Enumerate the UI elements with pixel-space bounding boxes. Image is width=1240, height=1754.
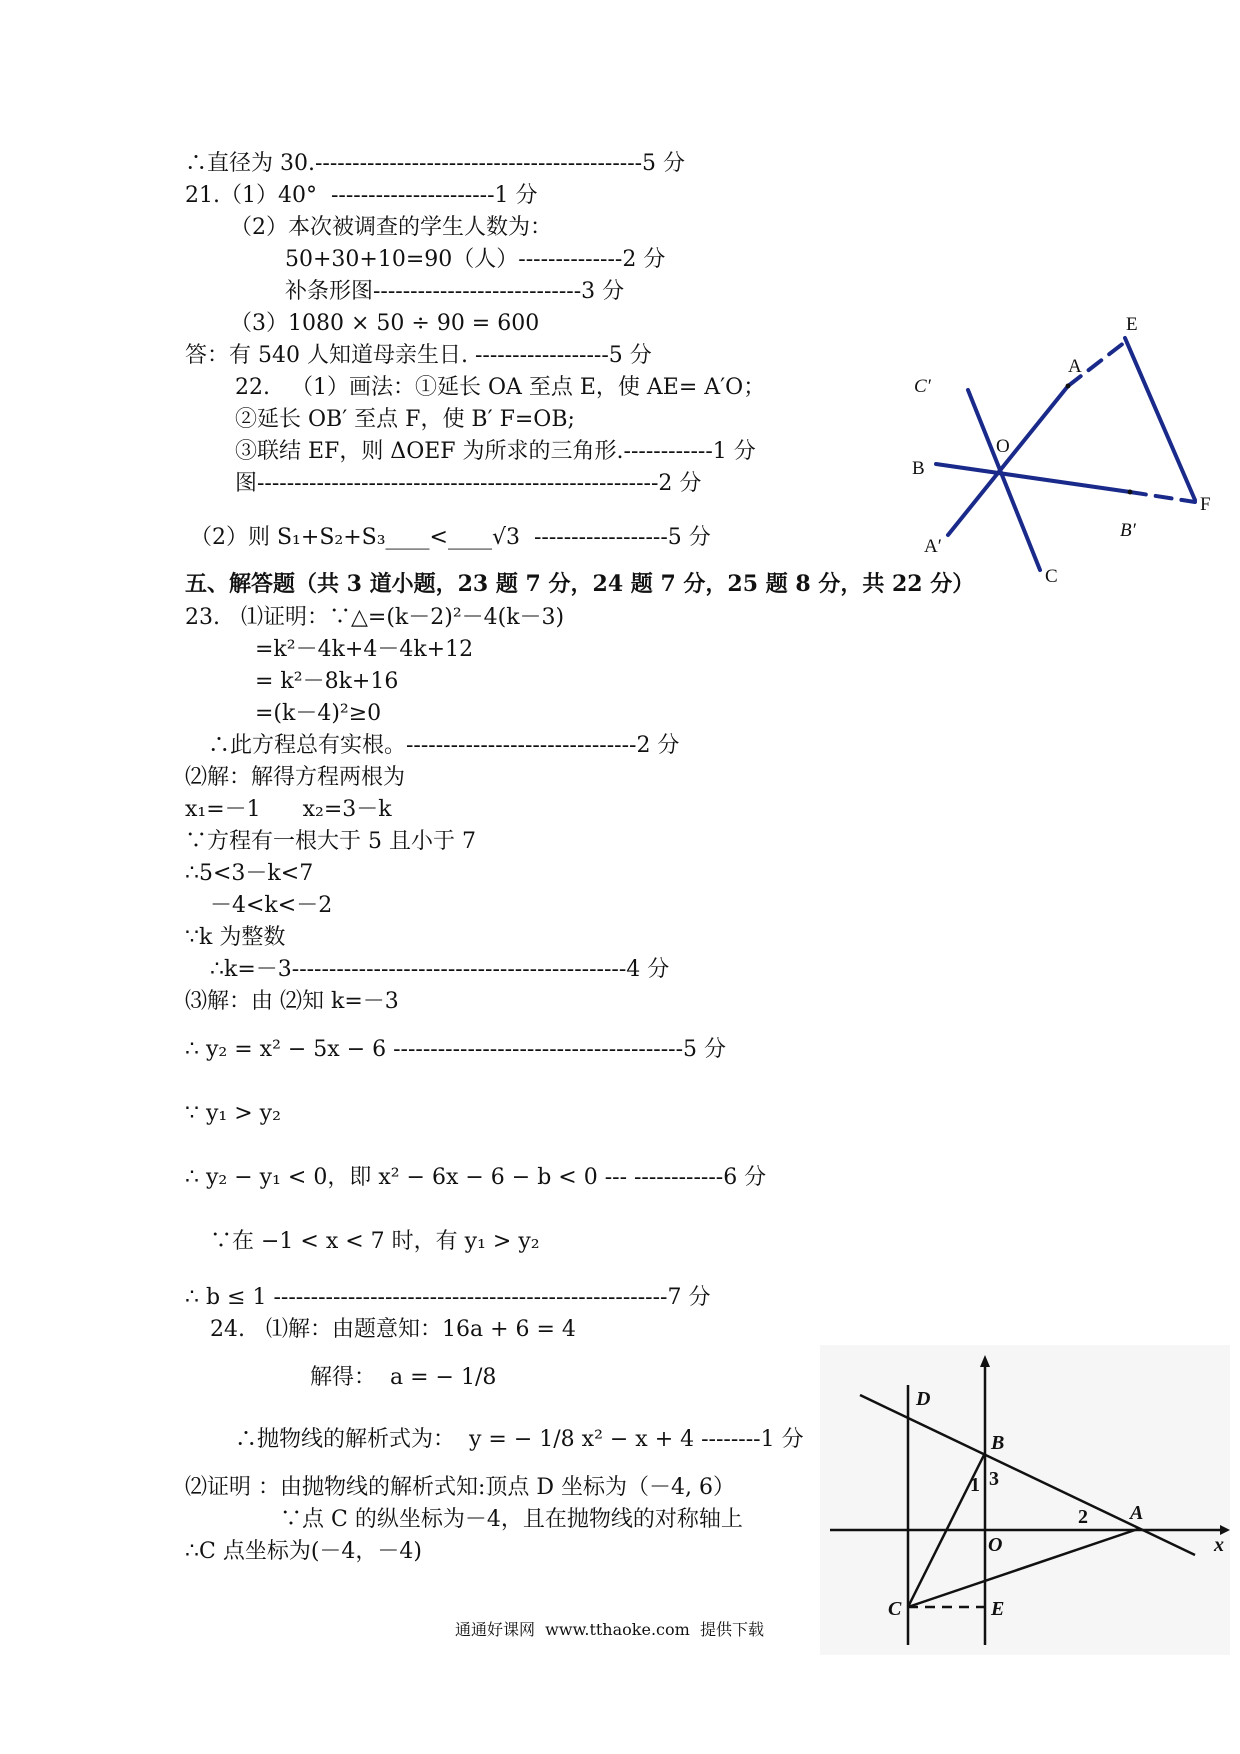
label-e: E <box>991 1598 1005 1620</box>
line-bo <box>936 464 1130 492</box>
line-q23-roots: x₁=－1 x₂=3－k <box>185 797 392 822</box>
line-q22-1: 22. （1）画法：①延长 OA 至点 E，使 AE= A′O； <box>235 375 766 400</box>
line-q23-b: ∴ b ≤ 1 -----------------------------------------------------7 分 <box>185 1285 711 1310</box>
label-b: B <box>991 1432 1005 1454</box>
label-a-prime: A′ <box>924 536 942 557</box>
line-q22-figure: 图------------------------------------------------------2 分 <box>235 471 702 496</box>
label-c-prime: C′ <box>914 376 931 397</box>
line-q23-range: ∵在 −1 < x < 7 时，有 y₁ > y₂ <box>210 1229 540 1254</box>
label-3: 3 <box>989 1468 999 1490</box>
geometry-figure-construction <box>900 300 1230 590</box>
label-e: E <box>1126 314 1138 335</box>
line-q24-1: 24. ⑴解：由题意知：16a + 6 = 4 <box>210 1317 576 1342</box>
line-q23-k: ∴k=－3---------------------------------------------4 分 <box>210 957 670 982</box>
footer-text: 通通好课网 www.tthaoke.com 提供下载 <box>455 1620 764 1639</box>
line-q21-1: 21.（1）40° ----------------------1 分 <box>185 183 538 208</box>
line-q24-a: 解得： a = − 1/8 <box>310 1365 497 1390</box>
line-q24-c-cond: ∵点 C 的纵坐标为－4，且在抛物线的对称轴上 <box>280 1507 743 1532</box>
label-x: x <box>1214 1534 1224 1556</box>
line-q23-integer: ∵k 为整数 <box>185 925 286 950</box>
line-ao <box>948 386 1068 535</box>
section-heading: 五、解答题（共 3 道小题，23 题 7 分，24 题 7 分，25 题 8 分，共 22 分） <box>185 571 975 597</box>
line-q23-condition: ∵方程有一根大于 5 且小于 7 <box>185 829 476 854</box>
label-f: F <box>1200 494 1211 515</box>
line-q23-expand1: =k²－4k+4－4k+12 <box>255 637 474 662</box>
label-c: C <box>1045 566 1058 587</box>
line-q23-y2: ∴ y₂ = x² − 5x − 6 ---------------------------------------5 分 <box>185 1037 727 1062</box>
label-b: B <box>912 458 925 479</box>
line-q23-y1gt: ∵ y₁ > y₂ <box>185 1101 281 1126</box>
label-c: C <box>888 1598 902 1620</box>
line-q21-3: （3）1080 × 50 ÷ 90 = 600 <box>230 311 540 336</box>
line-q24-2: ⑵证明 ：由抛物线的解析式知:顶点 D 坐标为（－4, 6） <box>185 1475 736 1500</box>
line-cc <box>968 390 1040 570</box>
label-d: D <box>916 1388 931 1410</box>
line-q23-ineq1: ∴5<3－k<7 <box>185 861 314 886</box>
coordinate-figure <box>820 1345 1230 1655</box>
line-q24-c-coord: ∴C 点坐标为(－4，－4) <box>185 1539 422 1564</box>
label-o: O <box>996 436 1010 457</box>
line-q21-sum: 50+30+10=90（人）--------------2 分 <box>285 247 666 272</box>
line-q23-expand2: = k²－8k+16 <box>255 669 399 694</box>
label-a: A <box>1130 1502 1144 1524</box>
line-q22-step2: ②延长 OB′ 至点 F，使 B′ F=OB; <box>235 407 575 432</box>
line-q23-diff: ∴ y₂ − y₁ < 0，即 x² − 6x − 6 − b < 0 --- ------------6 分 <box>185 1165 767 1190</box>
label-2: 2 <box>1078 1506 1088 1528</box>
line-q23-expand3: =(k－4)²≥0 <box>255 701 382 726</box>
label-b-prime: B′ <box>1120 520 1136 541</box>
line-q21-2: （2）本次被调查的学生人数为： <box>230 215 552 240</box>
line-q21-bar: 补条形图----------------------------3 分 <box>285 279 625 304</box>
line-q22-step3: ③联结 EF，则 ΔOEF 为所求的三角形.------------1 分 <box>235 439 756 464</box>
line-q23-3: ⑶解：由 ⑵知 k=－3 <box>185 989 399 1014</box>
line-q21-answer: 答：有 540 人知道母亲生日. ------------------5 分 <box>185 343 652 368</box>
line-q23-conclusion1: ∴此方程总有实根。-------------------------------2 分 <box>208 733 680 758</box>
line-diameter: ∴直径为 30.--------------------------------------------5 分 <box>185 151 686 176</box>
line-q23-2: ⑵解：解得方程两根为 <box>185 765 406 790</box>
label-o: O <box>988 1534 1003 1556</box>
line-bf-dashed <box>1130 492 1195 502</box>
line-q22-2: （2）则 S₁+S₂+S₃____<____√3 ------------------5 分 <box>190 525 711 550</box>
label-a: A <box>1068 356 1082 377</box>
line-q23-ineq2: －4<k<－2 <box>210 893 333 918</box>
label-1: 1 <box>970 1474 980 1496</box>
line-q23-1: 23. ⑴证明：∵△=(k－2)²－4(k－3) <box>185 605 565 630</box>
line-q24-parabola: ∴抛物线的解析式为： y = − 1/8 x² − x + 4 --------1 分 <box>235 1427 804 1452</box>
line-ef <box>1125 338 1195 500</box>
